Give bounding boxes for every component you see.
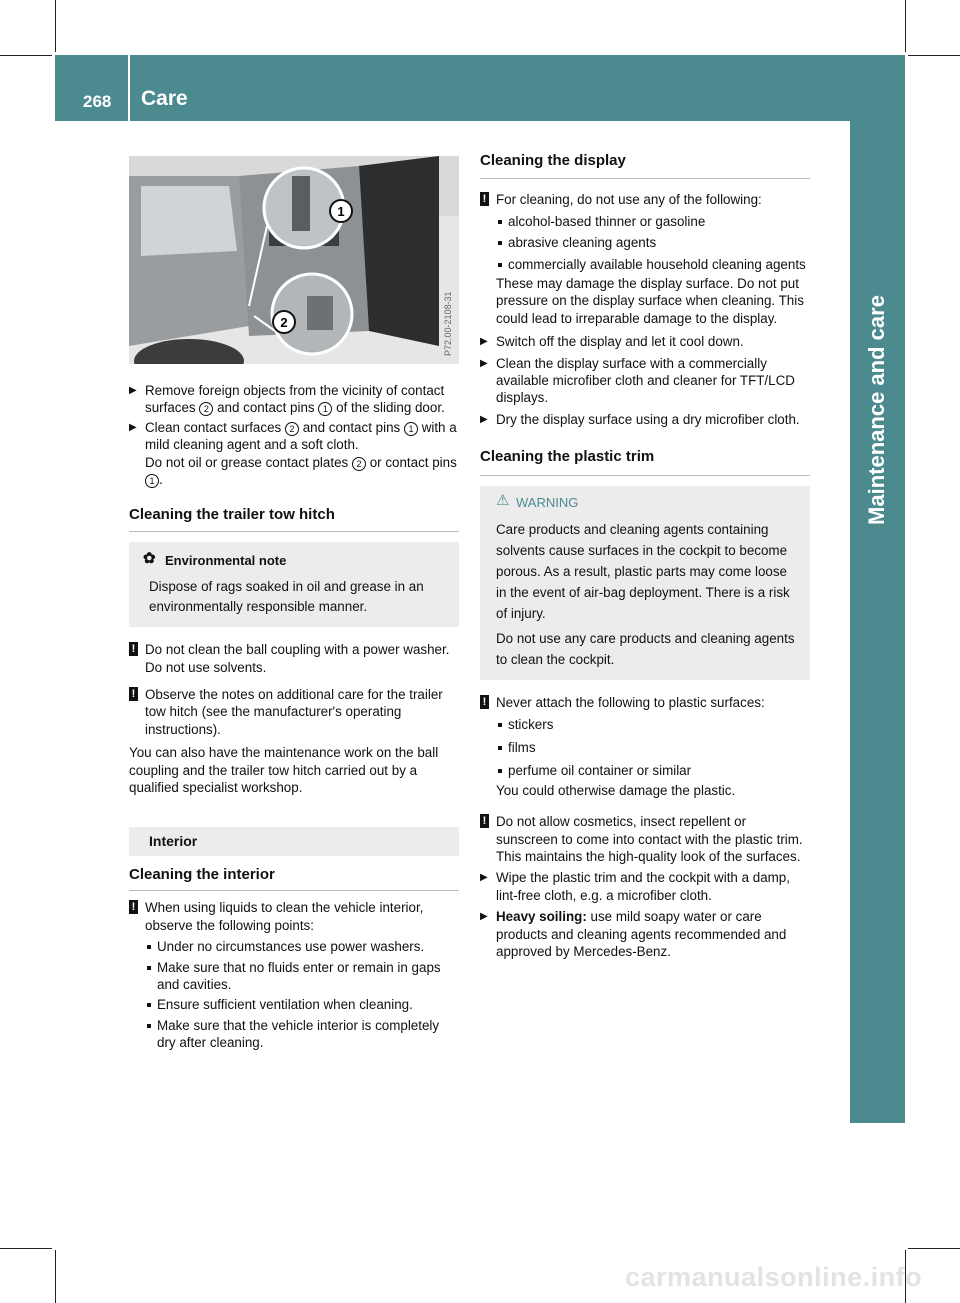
cosmetics-note: ! Do not allow cosmetics, insect repellent or sunscreen to come into contact with the plastic trim. This maintains the high-quality look of the surfaces. <box>480 813 810 865</box>
header-divider <box>128 55 130 121</box>
crop-mark <box>0 55 52 56</box>
heavy-soiling-step: ▶ Heavy soiling: use mild soapy water or care products and cleaning agents recommended and approved by Mercedes-Benz. <box>480 908 810 960</box>
svg-text:1: 1 <box>337 204 345 219</box>
callout-ref: 2 <box>199 402 213 416</box>
step-clean-contacts: ▶ Clean contact surfaces 2 and contact pins 1 with a mild cleaning agent and a soft cloth. <box>129 419 459 454</box>
notice-icon: ! <box>129 642 138 656</box>
svg-text:2: 2 <box>280 315 288 330</box>
leaf-icon: ✿ <box>143 549 156 567</box>
heading-rule <box>129 531 459 532</box>
display-step-clean: ▶ Clean the display surface with a commercially available microfiber cloth and cleaner for TFT/LCD displays. <box>480 355 810 407</box>
plastic-after: You could otherwise damage the plastic. <box>496 782 736 798</box>
list-item: Ensure sufficient ventilation when cleaning. <box>145 996 459 1013</box>
callout-ref: 1 <box>145 474 159 488</box>
env-text: Dispose of rags soaked in oil and grease in an environmentally responsible manner. <box>149 579 424 615</box>
watermark: carmanualsonline.info <box>625 1262 923 1292</box>
display-bullet-list <box>480 213 810 273</box>
svg-text:P72.00-2108-31: P72.00-2108-31 <box>443 291 453 356</box>
crop-mark <box>55 0 56 52</box>
wipe-step: ▶ Wipe the plastic trim and the cockpit with a damp, lint-free cloth, e.g. a microfiber cloth. <box>480 869 810 904</box>
environmental-note-box <box>129 542 459 627</box>
step-remove-objects: ▶ Remove foreign objects from the vicinity of contact surfaces 2 and contact pins 1 of the sliding door. <box>129 382 459 417</box>
left-column <box>129 382 459 1052</box>
notice-icon: ! <box>129 900 138 914</box>
interior-heading: Cleaning the interior <box>129 865 275 883</box>
list-item: Under no circumstances use power washers. <box>145 938 459 955</box>
list-item: stickers <box>496 716 810 733</box>
crop-mark <box>908 1248 960 1249</box>
plastic-heading: Cleaning the plastic trim <box>480 448 655 466</box>
page-number: 268 <box>83 92 112 111</box>
crop-mark <box>905 0 906 52</box>
notice-icon: ! <box>480 814 489 828</box>
interior-banner: Interior <box>129 827 459 856</box>
crop-mark <box>55 1250 56 1303</box>
section-title: Care <box>141 87 188 110</box>
env-title: ✿ Environmental note <box>143 549 287 568</box>
display-paragraph: These may damage the display surface. Do not put pressure on the display surface when cleaning. This could lead to irreparable damage to the display. <box>496 276 804 326</box>
list-item: commercially available household cleaning agents <box>496 256 810 273</box>
display-heading: Cleaning the display <box>480 152 626 169</box>
warning-instruction: Do not use any care products and cleaning agents to clean the cockpit. <box>496 631 795 668</box>
display-note: ! For cleaning, do not use any of the following: <box>480 191 810 208</box>
workshop-paragraph: You can also have the maintenance work on the ball coupling and the trailer tow hitch carried out by a qualified specialist workshop. <box>129 745 439 796</box>
step-note: Do not oil or grease contact plates 2 or contact pins 1 . <box>145 454 457 488</box>
callout-ref: 1 <box>404 422 418 436</box>
plastic-note: ! Never attach the following to plastic surfaces: <box>480 694 810 711</box>
warning-box <box>480 486 810 680</box>
warning-text: Care products and cleaning agents containing solvents cause surfaces in the cockpit to become porous. As a result, plastic parts may come loose in the event of air-bag deployment. There is a risk of injury. <box>496 522 790 622</box>
interior-bullet-list <box>129 938 459 1051</box>
crop-mark <box>908 55 960 56</box>
warning-title: ⚠ WARNING <box>496 491 579 510</box>
callout-ref: 2 <box>285 422 299 436</box>
note-manufacturer: ! Observe the notes on additional care for the trailer tow hitch (see the manufacturer's operating instructions). <box>129 686 459 738</box>
interior-note: ! When using liquids to clean the vehicle interior, observe the following points: <box>129 899 459 934</box>
heading-rule <box>129 890 459 891</box>
heading-rule <box>480 178 810 179</box>
list-item: films <box>496 739 810 756</box>
notice-icon: ! <box>480 192 489 206</box>
warning-triangle-icon: ⚠ <box>496 491 510 509</box>
callout-ref: 2 <box>352 457 366 471</box>
note-power-washer: ! Do not clean the ball coupling with a power washer. Do not use solvents. <box>129 641 459 676</box>
heading-rule <box>480 475 810 476</box>
plastic-bullet-list <box>480 716 810 780</box>
list-item: Make sure that no fluids enter or remain in gaps and cavities. <box>145 959 459 994</box>
list-item: Make sure that the vehicle interior is completely dry after cleaning. <box>145 1017 459 1052</box>
sliding-door-figure <box>129 156 459 364</box>
crop-mark <box>0 1248 52 1249</box>
list-item: abrasive cleaning agents <box>496 234 810 251</box>
callout-ref: 1 <box>318 402 332 416</box>
notice-icon: ! <box>480 695 489 709</box>
display-step-dry: ▶ Dry the display surface using a dry microfiber cloth. <box>480 411 810 428</box>
right-column <box>480 152 810 960</box>
trailer-heading: Cleaning the trailer tow hitch <box>129 506 335 524</box>
list-item: perfume oil container or similar <box>496 762 810 779</box>
display-step-switch-off: ▶ Switch off the display and let it cool down. <box>480 333 810 350</box>
list-item: alcohol-based thinner or gasoline <box>496 213 810 230</box>
notice-icon: ! <box>129 687 138 701</box>
